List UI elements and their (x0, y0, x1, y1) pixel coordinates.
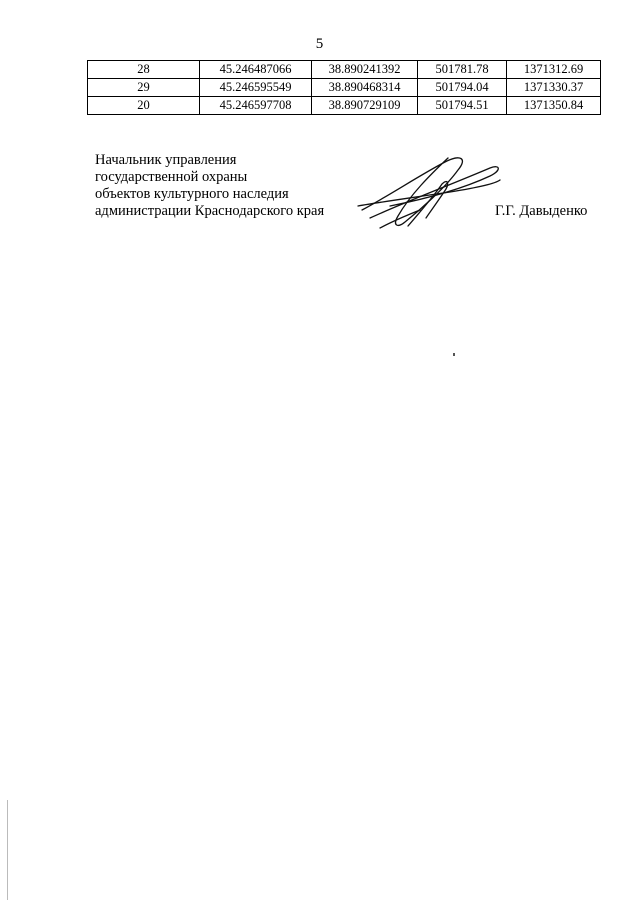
table-row (88, 97, 601, 115)
signatory-title (95, 152, 324, 220)
table-cell: 38.890241392 (312, 61, 418, 79)
table-cell: 1371312.69 (507, 61, 601, 79)
signatory-title-line: Начальник управления (95, 152, 237, 168)
table-cell: 501794.04 (418, 79, 507, 97)
coordinates-table (87, 60, 601, 115)
scan-margin-line (7, 800, 8, 900)
signatory-title-line: объектов культурного наследия (95, 186, 289, 202)
table-cell: 1371330.37 (507, 79, 601, 97)
table-row (88, 61, 601, 79)
table-cell: 45.246595549 (200, 79, 312, 97)
table-cell: 20 (88, 97, 200, 115)
handwritten-signature (350, 140, 505, 240)
table-row (88, 79, 601, 97)
table-cell: 501794.51 (418, 97, 507, 115)
signatory-title-line: государственной охраны (95, 169, 248, 185)
scan-speck (453, 353, 455, 356)
table-cell: 29 (88, 79, 200, 97)
table-cell: 45.246597708 (200, 97, 312, 115)
table-cell: 38.890468314 (312, 79, 418, 97)
table-cell: 501781.78 (418, 61, 507, 79)
page-number: 5 (315, 36, 324, 52)
signatory-title-line: администрации Краснодарского края (95, 203, 325, 219)
table-cell: 38.890729109 (312, 97, 418, 115)
table-cell: 1371350.84 (507, 97, 601, 115)
table-cell: 45.246487066 (200, 61, 312, 79)
table-cell: 28 (88, 61, 200, 79)
signatory-name: Г.Г. Давыденко (495, 203, 588, 219)
